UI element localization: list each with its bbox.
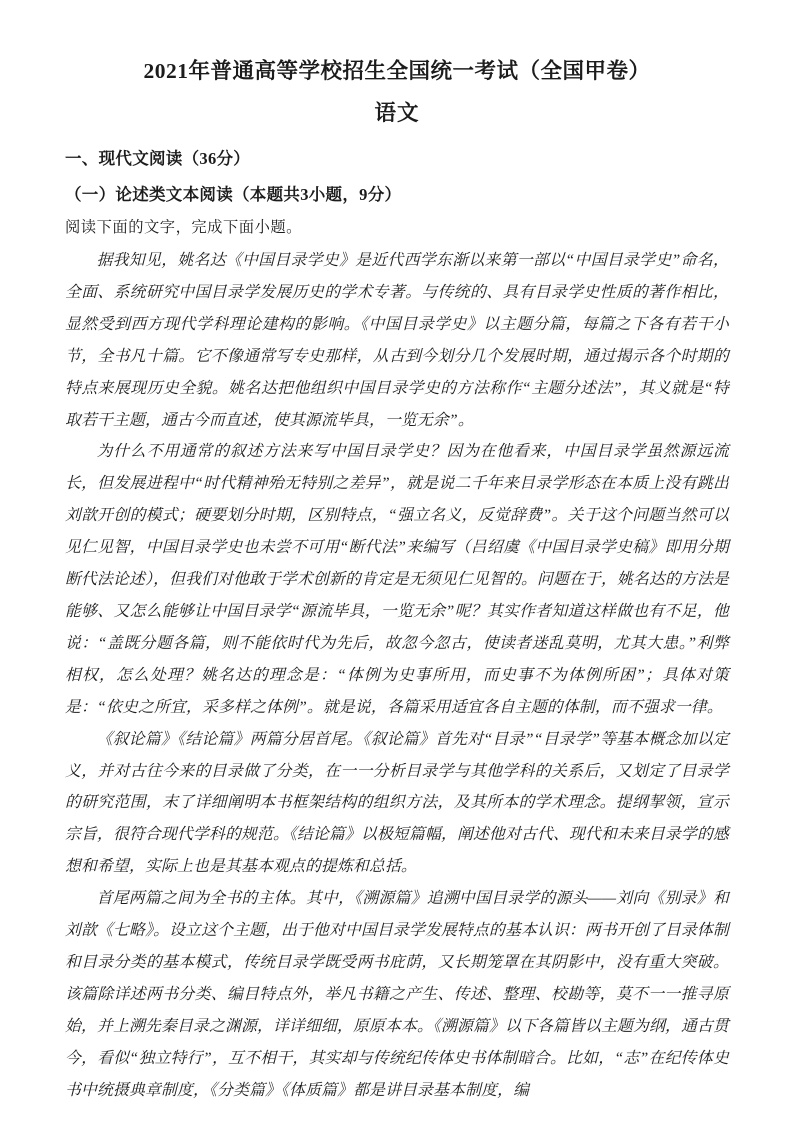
passage-paragraph-2: 为什么不用通常的叙述方法来写中国目录学史？因为在他看来，中国目录学虽然源远流长，但发展进程中“时代精神殆无特别之差异”，就是说二千年来目录学形态在本质上没有跳出刘歆开创的模式；硬要划分时期，区别特点，“强立名义，反觉辞费”。关于这个问题当然可以见仁见智，中国目录学史也未尝不可用“断代法”来编写（吕绍虞《中国目录学史稿》即用分期断代法论述），但我们对他敢于学术创新的肯定是无须见仁见智的。问题在于，姚名达的方法是能够、又怎么能够让中国目录学“源流毕具，一览无余”呢？其实作者知道这样做也有不足，他说：“盖既分题各篇，则不能依时代为先后，故忽今忽古，使读者迷乱莫明，尤其大患。”利弊相权，怎么处理？姚名达的理念是：“体例为史事所用，而史事不为体例所困”；具体对策是：“依史之所宜，采多样之体例”。就是说，各篇采用适宜各自主题的体制，而不强求一律。 — [65, 443, 729, 716]
passage-paragraph-1: 据我知见，姚名达《中国目录学史》是近代西学东渐以来第一部以“中国目录学史”命名，全面、系统研究中国目录学发展历史的学术专著。与传统的、具有目录学史性质的著作相比，显然受到西方现代学科理论建构的影响。《中国目录学史》以主题分篇，每篇之下各有若干小节，全书凡十篇。它不像通常写专史那样，从古到今划分几个发展时期，通过揭示各个时期的特点来展现历史全貌。姚名达把他组织中国目录学史的方法称作“主题分述法”，其义就是“特取若干主题，通古今而直述，使其源流毕具，一览无余”。 — [65, 252, 729, 429]
paper-title: 2021年普通高等学校招生全国统一考试（全国甲卷） — [143, 59, 651, 83]
passage-paragraph-4: 首尾两篇之间为全书的主体。其中，《溯源篇》追溯中国目录学的源头——刘向《别录》和刘歆《七略》。设立这个主题，出于他对中国目录学发展特点的基本认识：两书开创了目录体制和目录分类的基本模式，传统目录学既受两书庇荫，又长期笼罩在其阴影中，没有重大突破。该篇除详述两书分类、编目特点外，举凡书籍之产生、传述、整理、校勘等，莫不一一推寻原始，并上溯先秦目录之渊源，详详细细，原原本本。《溯源篇》以下各篇皆以主题为纲，通古贯今，看似“独立特行”，互不相干，其实却与传统纪传体史书体制暗合。比如，“志”在纪传体史书中统摄典章制度，《分类篇》《体质篇》都是讲目录基本制度，编 — [65, 890, 729, 1099]
reading-instruction: 阅读下面的文字，完成下面小题。 — [65, 219, 302, 236]
passage-paragraph-3: 《叙论篇》《结论篇》两篇分居首尾。《叙论篇》首先对“目录”“目录学”等基本概念加以定义，并对古往今来的目录做了分类，在一一分析目录学与其他学科的关系后，又划定了目录学的研究范围，末了详细阐明本书框架结构的组织方法，及其所本的学术理念。提纲挈领，宣示宗旨，很符合现代学科的规范。《结论篇》以极短篇幅，阐述他对古代、现代和未来目录学的感想和希望，实际上也是其基本观点的提炼和总括。 — [65, 730, 729, 876]
paper-subject: 语文 — [374, 101, 420, 125]
reading-passage — [65, 245, 729, 1106]
section-heading-modern-reading: 一、现代文阅读（36分） — [65, 149, 251, 168]
subsection-heading-discursive-text: （一）论述类文本阅读（本题共3小题，9分） — [65, 185, 402, 204]
